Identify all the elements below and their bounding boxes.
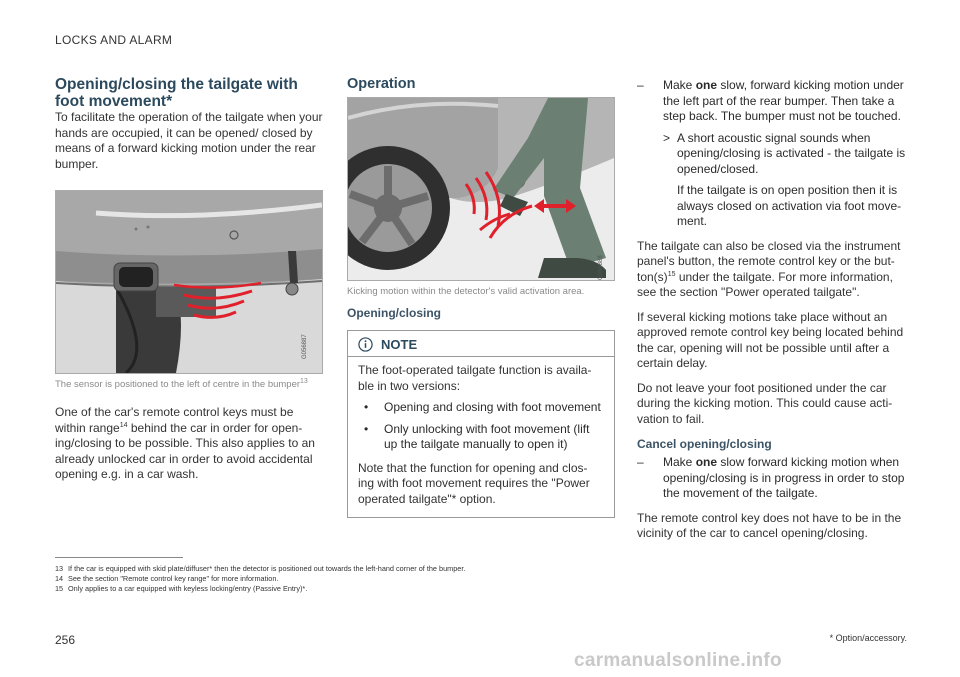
opening-closing-subheading: Opening/closing — [347, 306, 442, 320]
image-code-2: G056888 — [598, 255, 604, 280]
instruction-step-1: – Make one slow, forward kicking motion under the left part of the rear bumper. Then take a step back. The bumper must not be touched. — [637, 78, 904, 123]
note-intro: The foot-operated tailgate function is availa- ble in two versions: — [358, 363, 592, 393]
range-paragraph: One of the car's remote control keys must be within range$^{14}$ behind the car in order for open- ing/closing to be possible. This also applies to an already unlocked car in order to avoid accidental opening e.g. in a car wash. — [55, 405, 315, 481]
page-number: 256 — [55, 633, 76, 647]
note-footer: Note that the function for opening and clos- ing with foot movement requires the "Power operated tailgate"* option. — [358, 460, 590, 506]
note-header — [348, 331, 614, 357]
column-right — [637, 78, 907, 542]
step-result: > A short acoustic signal sounds when opening/closing is activated - the tailgate is opened/closed. — [663, 130, 906, 176]
column-middle — [347, 76, 615, 518]
bumper-sensor-illustration — [55, 190, 323, 374]
operation-heading: Operation — [347, 76, 416, 92]
bumper-sensor-drawing — [56, 191, 322, 373]
note-bullet: • Opening and closing with foot movement — [358, 400, 604, 416]
footnote-divider — [55, 557, 183, 558]
foot-warning-paragraph: Do not leave your foot positioned under the car during the kicking motion. This could cause acti- vation to fail. — [637, 380, 893, 426]
note-box — [347, 330, 615, 518]
bullet-dot: • — [364, 400, 369, 414]
note-body — [348, 357, 614, 507]
delay-paragraph: If several kicking motions take place without an approved remote control key being located behind the car, opening will not be possible until after a certain delay. — [637, 309, 904, 370]
watermark: carmanualsonline.info — [574, 650, 782, 671]
cancel-key-paragraph: The remote control key does not have to be in the vicinity of the car to cancel opening/closing. — [637, 510, 902, 540]
footnote-13: 13 If the car is equipped with skid plate/diffuser* then the detector is positioned out towards the left-hand corner of the bumper. — [55, 564, 466, 573]
bullet-dot: • — [364, 421, 369, 436]
step-dash: – — [637, 455, 644, 469]
kick-motion-illustration — [347, 97, 615, 281]
figure-caption-1: The sensor is positioned to the left of centre in the bumper$^{13}$ — [55, 377, 308, 390]
section-header: LOCKS AND ALARM — [55, 33, 173, 47]
result-arrow: > — [663, 130, 671, 145]
option-accessory-note: * Option/accessory. — [829, 633, 907, 643]
note-bullet: • Only unlocking with foot movement (lift up the tailgate manually to open it) — [358, 422, 604, 453]
image-code-1: G056887 — [302, 334, 308, 359]
cancel-heading: Cancel opening/closing — [637, 437, 772, 451]
footnote-14: 14 See the section "Remote control key range" for more information. — [55, 574, 279, 583]
intro-paragraph: To facilitate the operation of the tailgate when your hands are occupied, it can be opened/ closed by means of a forward kicking motion under the rear bumper. — [55, 110, 323, 171]
column-left — [55, 76, 323, 483]
result-extra: If the tailgate is on open position then it is always closed on activation via foot move- ment. — [677, 183, 902, 228]
footnote-15: 15 Only applies to a car equipped with keyless locking/entry (Passive Entry)*. — [55, 584, 308, 593]
note-title: NOTE — [381, 337, 418, 352]
instruction-step-2: – Make one slow forward kicking motion when opening/closing is in progress in order to stop the movement of the tailgate. — [637, 455, 905, 500]
info-icon — [358, 337, 373, 352]
kick-motion-drawing — [348, 98, 614, 280]
step-dash: – — [637, 78, 644, 92]
close-options-paragraph: The tailgate can also be closed via the instrument panel's button, the remote control key or the but- $ton(s)^{15}$ under the tailgate. For more information, see the section "Power operated tailgate". — [637, 238, 901, 299]
section-title: Opening/closing the tailgate with foot movement* — [55, 76, 298, 110]
figure-caption-2: Kicking motion within the detector's valid activation area. — [347, 286, 585, 297]
